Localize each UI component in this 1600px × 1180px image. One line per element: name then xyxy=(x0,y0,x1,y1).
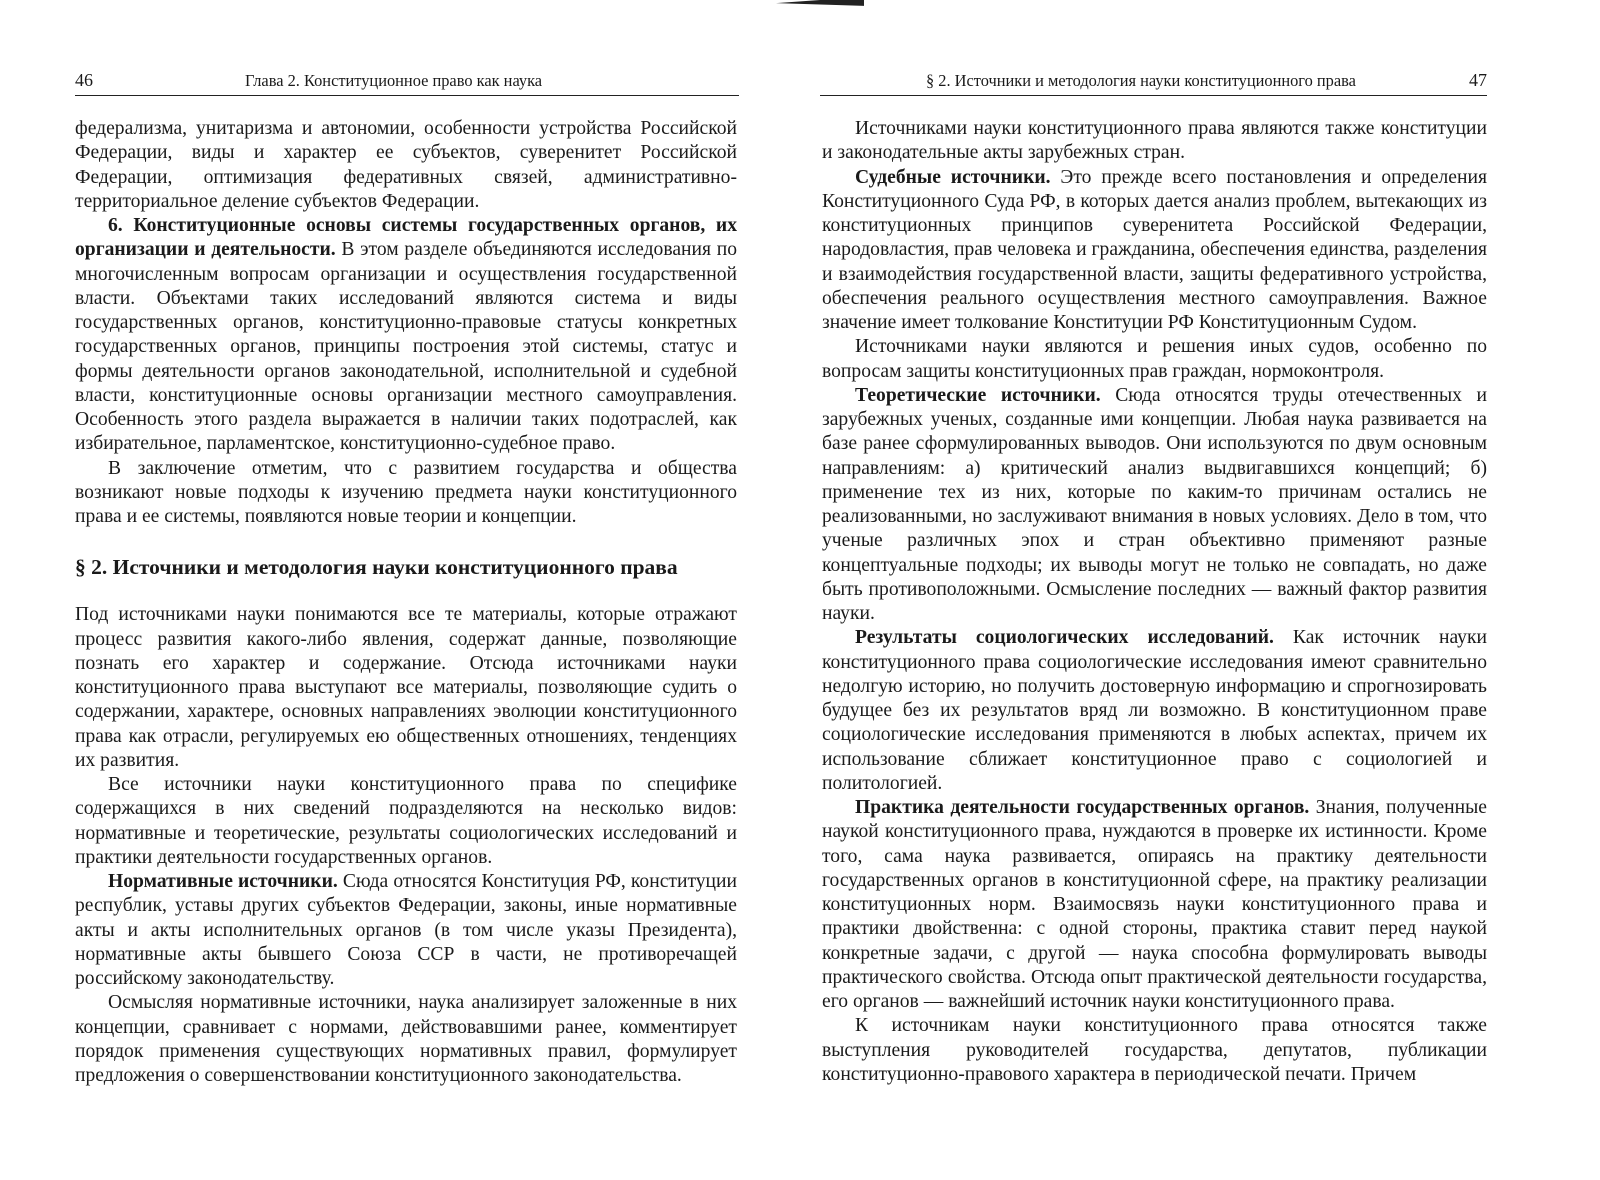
paragraph-lead: 6. Конституционные основы системы государственных органов, их организации и деятельности. xyxy=(75,215,737,261)
paragraph: Результаты социологических исследований. Как источник науки конституционного права социологические исследования имеют сравнительно недолгую историю, но получить достоверную информацию и спрогнозировать будущее без их результатов вряд ли возможно. В конституционном праве социологические исследования применяются в любых аспектах, причем их использование сближает конституционное право с социологией и политологией. xyxy=(822,627,1487,794)
paragraph: Источниками науки конституционного права являются также конституции и законодательные акты зарубежных стран. xyxy=(822,118,1487,164)
paragraph: Под источниками науки понимаются все те материалы, которые отражают процесс развития какого-либо явления, содержат данные, позволяющие познать его характер и содержание. Отсюда источниками науки конституционного права выступают все материалы, позволяющие судить о содержании, характере, основных направлениях эволюции конституционного права как отрасли, регулируемых ею общественных отношениях, тенденциях их развития. xyxy=(75,604,737,771)
section-heading: § 2. Источники и методология науки конституционного права xyxy=(75,555,678,580)
page-number: 46 xyxy=(75,70,93,90)
running-head: § 2. Источники и методология науки конституционного права xyxy=(926,71,1356,90)
right-page-body xyxy=(822,117,1487,1087)
paragraph-lead: Теоретические источники. xyxy=(855,384,1101,406)
paragraph: Все источники науки конституционного права по специфике содержащихся в них сведений подразделяются на несколько видов: нормативные и теоретические, результаты социологических исследований и практики деятельности государственных органов. xyxy=(75,774,737,868)
page-number: 47 xyxy=(1469,70,1487,90)
paragraph-lead: Практика деятельности государственных органов. xyxy=(855,797,1310,818)
paragraph: Практика деятельности государственных органов. Знания, полученные наукой конституционного права, нуждаются в проверке их истинности. Кроме того, сама наука развивается, опираясь на практику деятельности государственных органов в конституционной сфере, на практику реализации конституционных норм. Взаимосвязь науки конституционного права и практики двойственна: с одной стороны, практика ставит перед наукой конкретные задачи, с другой — наука способна формулировать выводы практического свойства. Отсюда опыт практической деятельности государства, его органов — важнейший источник науки конституционного права. xyxy=(822,797,1487,1012)
running-head: Глава 2. Конституционное право как наука xyxy=(245,71,543,90)
right-page xyxy=(800,0,1600,1180)
paragraph-lead: Результаты социологических исследований. xyxy=(855,627,1274,649)
paragraph-lead: Судебные источники. xyxy=(855,166,1051,188)
paragraph: 6. Конституционные основы системы государственных органов, их организации и деятельности. В этом разделе объединяются исследования по многочисленным вопросам организации и осуществления государственной власти. Объектами таких исследований являются система и виды государственных органов, конституционно-правовые статусы конкретных государственных органов, принципы построения этой системы, статус и формы деятельности органов законодательной, исполнительной и судебной власти, конституционные основы организации местного самоуправления. Особенность этого раздела выражается в наличии таких подотраслей, как избирательное, парламентское, конституционно-судебное право. xyxy=(75,215,737,455)
paragraph: федерализма, унитаризма и автономии, особенности устройства Российской Федерации, виды и характер ее субъектов, суверенитет Российской Федерации, оптимизация федеративных связей, административно-территориальное деление субъектов Федерации. xyxy=(75,118,737,212)
paragraph: Теоретические источники. Сюда относятся труды отечественных и зарубежных ученых, созданные ими концепции. Любая наука развивается на базе ранее сформулированных выводов. Они используются по двум основным направлениям: а) критический анализ выдвигавшихся концепций; б) применение тех из них, которые по каким-то причинам остались не реализованными, но заслуживают внимания в новых условиях. Дело в том, что ученые различных эпох и стран объективно применяют разные концептуальные подходы; их выводы могут не только не совпадать, но даже быть противоположными. Осмысление последних — важный фактор развития науки. xyxy=(822,384,1488,624)
paragraph-lead: Нормативные источники. xyxy=(108,871,338,892)
paragraph: В заключение отметим, что с развитием государства и общества возникают новые подходы к изучению предмета науки конституционного права и ее системы, появляются новые теории и концепции. xyxy=(75,457,737,527)
paragraph: Осмысляя нормативные источники, наука анализирует заложенные в них концепции, сравнивает с нормами, действовавшими ранее, комментирует порядок применения существующих нормативных правил, формулирует предложения о совершенствовании конституционного законодательства. xyxy=(75,992,737,1086)
paragraph: Источниками науки являются и решения иных судов, особенно по вопросам защиты конституционных прав граждан, нормоконтроля. xyxy=(822,336,1487,382)
right-page-header xyxy=(820,69,1487,96)
paragraph: К источникам науки конституционного права относятся также выступления руководителей государства, депутатов, публикации конституционно-правового характера в периодической печати. Причем xyxy=(822,1015,1487,1085)
paragraph: Нормативные источники. Сюда относятся Конституция РФ, конституции республик, уставы других субъектов Федерации, законы, иные нормативные акты и акты исполнительных органов (в том числе указы Президента), нормативные акты бывшего Союза ССР в части, не противоречащей российскому законодательству. xyxy=(75,871,738,989)
left-page-header xyxy=(75,69,739,96)
left-page-body xyxy=(75,117,737,1088)
paragraph: Судебные источники. Это прежде всего постановления и определения Конституционного Суда РФ, в которых дается анализ проблем, вытекающих из конституционных принципов суверенитета Российской Федерации, народовластия, прав человека и гражданина, обеспечения единства, разделения и взаимодействия государственной власти, защиты федеративного устройства, обеспечения реального осуществления местного самоуправления. Важное значение имеет толкование Конституции РФ Конституционным Судом. xyxy=(822,166,1487,333)
